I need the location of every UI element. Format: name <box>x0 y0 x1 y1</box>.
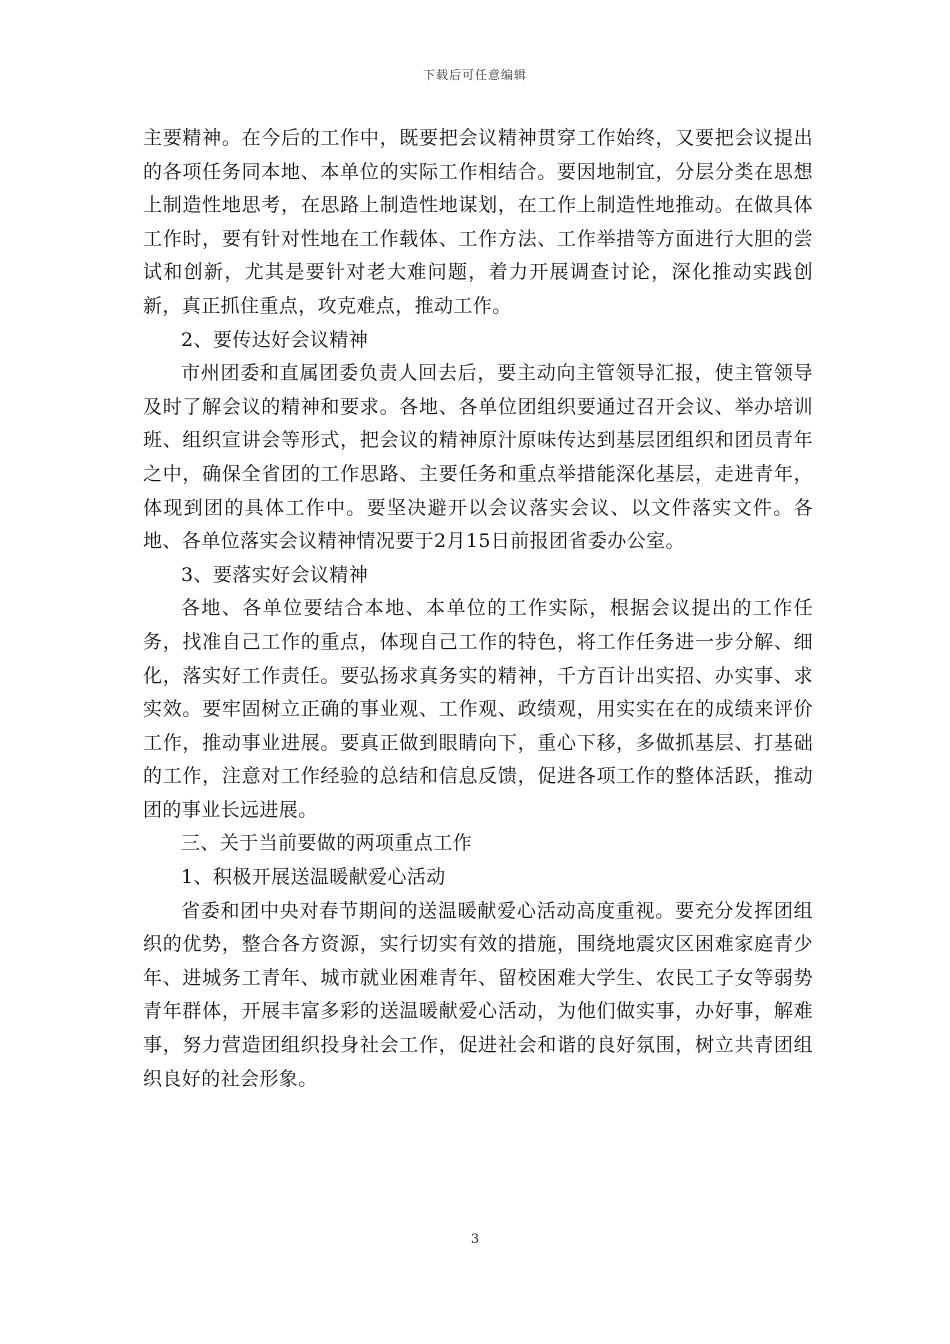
subheading-warmth-activity: 1、积极开展送温暖献爱心活动 <box>181 866 446 889</box>
download-note-header: 下载后可任意编辑 <box>422 68 527 82</box>
paragraph-implement-spirit: 各地、各单位要结合本地、本单位的工作实际，根据会议提出的工作任务，找准自己工作的重点，体现自己工作的特色，将工作任务进一步分解、细化，落实好工作责任。要弘扬求真务实的精神，千方百计出实招、办实事、求实效。要牢固树立正确的事业观、工作观、政绩观，用实实在在的成绩来评价工作，推动事业进展。要真正做到眼睛向下，重心下移，多做抓基层、打基础的工作，注意对工作经验的总结和信息反馈，促进各项工作的整体活跃，推动团的事业长远进展。 <box>143 597 813 821</box>
paragraph-transmit-spirit: 市州团委和直属团委负责人回去后，要主动向主管领导汇报，使主管领导及时了解会议的精神和要求。各地、各单位团组织要通过召开会议、举办培训班、组织宣讲会等形式，把会议的精神原汁原味传达到基层团组织和团员青年之中，确保全省团的工作思路、主要任务和重点举措能深化基层，走进青年，体现到团的具体工作中。要坚决避开以会议落实会议、以文件落实文件。各地、各单位落实会议精神情况要于2月15日前报团省委办公室。 <box>143 362 813 553</box>
document-body <box>143 122 813 1096</box>
paragraph-warmth-activity: 省委和团中央对春节期间的送温暖献爱心活动高度重视。要充分发挥团组织的优势，整合各方资源，实行切实有效的措施，围绕地震灾区困难家庭青少年、进城务工青年、城市就业困难青年、留校困难大学生、农民工子女等弱势青年群体，开展丰富多彩的送温暖献爱心活动，为他们做实事，办好事，解难事，努力营造团组织投身社会工作，促进社会和谐的良好氛围，树立共青团组织良好的社会形象。 <box>143 899 813 1090</box>
subheading-transmit-spirit: 2、要传达好会议精神 <box>181 328 369 351</box>
subheading-implement-spirit: 3、要落实好会议精神 <box>181 563 369 586</box>
page-number: 3 <box>470 1232 480 1247</box>
paragraph-continuation: 主要精神。在今后的工作中，既要把会议精神贯穿工作始终，又要把会议提出的各项任务同本地、本单位的实际工作相结合。要因地制宜，分层分类在思想上制造性地思考，在思路上制造性地谋划，在工作上制造性地推动。在做具体工作时，要有针对性地在工作载体、工作方法、工作举措等方面进行大胆的尝试和创新，尤其是要针对老大难问题，着力开展调查讨论，深化推动实践创新，真正抓住重点，攻克难点，推动工作。 <box>143 127 813 317</box>
section-heading-key-work: 三、关于当前要做的两项重点工作 <box>181 832 473 855</box>
